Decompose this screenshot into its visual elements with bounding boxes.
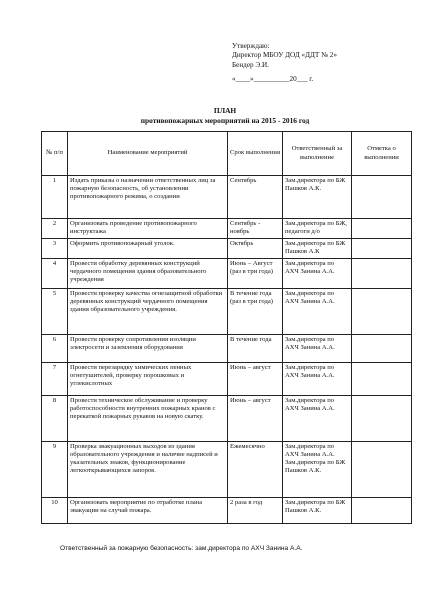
row-name: Организовать проведение противопожарного инструктажа [68, 219, 228, 239]
row-mark [352, 363, 412, 396]
table-row [42, 259, 412, 289]
row-name: Провести обработку деревянных конструкций чердачного помещения здания образовательного учреждения [68, 259, 228, 289]
row-term: В течение года [228, 335, 283, 363]
row-name: Провести техническое обслуживание и проверку работоспособности внутренних пожарных кранов с перекаткой пожарных рукавов на новую скатку. [68, 396, 228, 442]
row-term: В течение года (раз в три года) [228, 289, 283, 335]
row-mark [352, 498, 412, 524]
row-responsible: Зам.директора по АХЧ Занина А.А. [283, 363, 352, 396]
row-name: Провести проверку сопротивления изоляции электросети и заземления оборудования [68, 335, 228, 363]
row-mark [352, 442, 412, 498]
row-responsible: Зам.директора по БЖ Пашков А.К. [283, 176, 352, 219]
row-num: 5 [42, 289, 68, 335]
row-responsible: Зам.директора по БЖ Пашков А.К [283, 239, 352, 259]
table-row [42, 219, 412, 239]
row-term: Сентябрь - ноябрь [228, 219, 283, 239]
table-row [42, 289, 412, 335]
row-num: 10 [42, 498, 68, 524]
header-name: Наименование мероприятий [68, 132, 228, 176]
table-row [42, 442, 412, 498]
row-responsible: Зам.директора по АХЧ Занина А.А. [283, 335, 352, 363]
table-row [42, 363, 412, 396]
row-name: Провести перезарядку химических пенных огнетушителей, проверку порошковых и углекислотных [68, 363, 228, 396]
row-num: 3 [42, 239, 68, 259]
row-num: 6 [42, 335, 68, 363]
row-term: 2 раза в год [228, 498, 283, 524]
approval-position: Директор МБОУ ДОД «ДДТ № 2» [232, 51, 337, 60]
table-row [42, 335, 412, 363]
title-sub: противопожарных мероприятий на 2015 - 2016 год [140, 115, 310, 125]
row-mark [352, 396, 412, 442]
row-term: Июнь – август [228, 396, 283, 442]
row-responsible: Зам.директора по АХЧ Занина А.А. [283, 289, 352, 335]
row-num: 4 [42, 259, 68, 289]
row-mark [352, 219, 412, 239]
row-mark [352, 335, 412, 363]
table-header-row [42, 132, 412, 176]
title-main: ПЛАН [213, 106, 237, 115]
row-responsible: Зам.директора по БЖ Пашков А.К. [283, 498, 352, 524]
document-title [40, 106, 410, 125]
responsible-footer: Ответственный за пожарную безопасность: зам.директора по АХЧ Занина А.А. [60, 545, 303, 552]
row-name: Издать приказы о назначении ответственных лиц за пожарную безопасность, об установлении противопожарного режима, о создании [68, 176, 228, 219]
approval-block [232, 42, 402, 85]
table-row [42, 176, 412, 219]
approval-heading: Утверждаю: [232, 42, 270, 50]
row-name: Оформить противопожарный уголок. [68, 239, 228, 259]
row-num: 7 [42, 363, 68, 396]
row-num: 1 [42, 176, 68, 219]
row-term: Июнь – Август (раз в три года) [228, 259, 283, 289]
row-mark [352, 239, 412, 259]
row-num: 2 [42, 219, 68, 239]
table-row [42, 396, 412, 442]
row-mark [352, 176, 412, 219]
header-term: Срок выполнения [228, 132, 283, 176]
plan-table [41, 131, 412, 524]
header-mark: Отметка о выполнении [352, 132, 412, 176]
table-row [42, 239, 412, 259]
row-name: Проверка эвакуационных выходов из здания образовательного учреждения и наличие надписей и указательных знаков, функционирование легкооткрывающихся запоров. [68, 442, 228, 498]
row-mark [352, 259, 412, 289]
row-responsible: Зам.директора по АХЧ Занина А.А. [283, 396, 352, 442]
row-num: 8 [42, 396, 68, 442]
row-term: Октябрь [228, 239, 283, 259]
header-responsible: Ответственный за выполнение [283, 132, 352, 176]
row-responsible: Зам.директора по БЖ, педагоги д/о [283, 219, 352, 239]
table-row [42, 498, 412, 524]
row-name: Организовать мероприятие по отработке плана эвакуации на случай пожара. [68, 498, 228, 524]
approval-date: «____»__________20___ г. [232, 75, 314, 84]
row-name: Провести проверку качества огнезащитной обработки деревянных конструкций чердачного помещения здания образовательного учреждения. [68, 289, 228, 335]
row-term: Ежемесячно [228, 442, 283, 498]
row-term: Сентябрь [228, 176, 283, 219]
row-mark [352, 289, 412, 335]
row-responsible: Зам.директора по АХЧ Занина А.А. [283, 259, 352, 289]
row-responsible: Зам.директора по АХЧ Занина А.А. Зам.директора по БЖ Пашков А.К. [283, 442, 352, 498]
row-num: 9 [42, 442, 68, 498]
approval-name: Бендер Э.И. [232, 60, 269, 69]
row-term: Июнь – август [228, 363, 283, 396]
header-num: № п/п [42, 132, 68, 176]
